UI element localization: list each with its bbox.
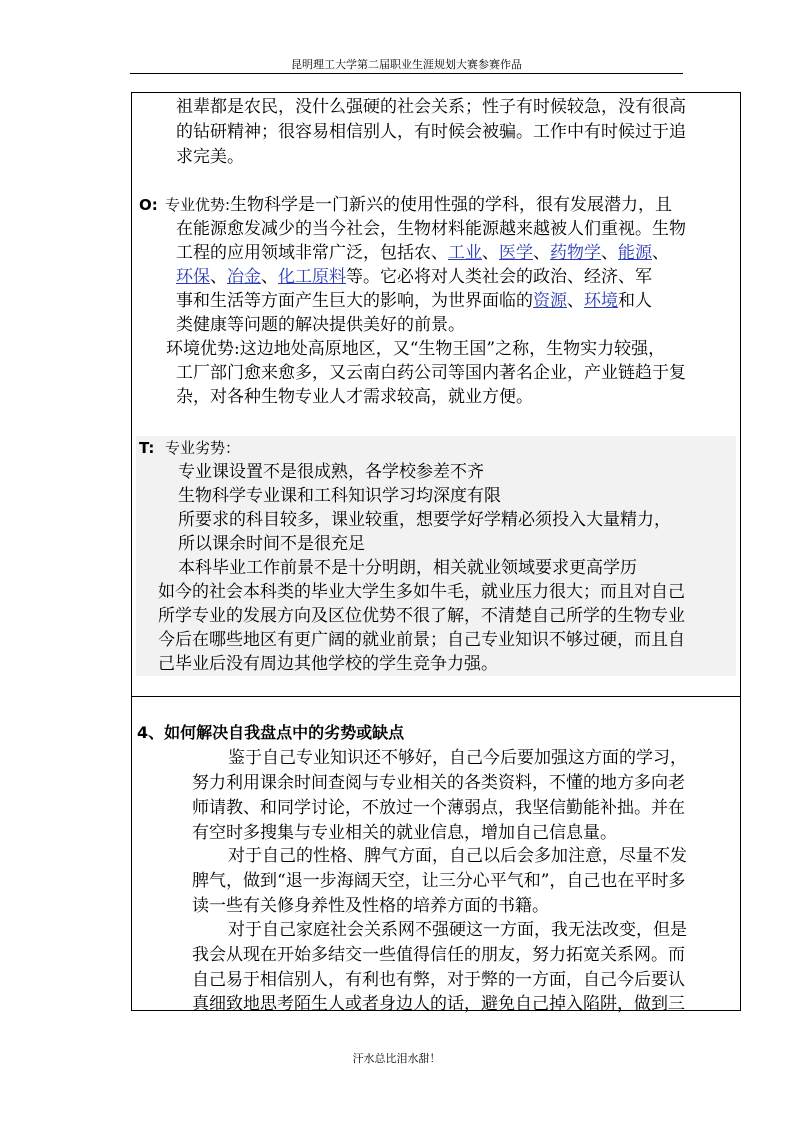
section-4-line-8: 对于自己家庭社会关系网不强硬这一方面，我无法改变，但是 xyxy=(228,920,687,940)
threat-item-4: 本科毕业工作前景不是十分明朗，相关就业领域要求更高学历 xyxy=(178,558,637,578)
section-4-line-9: 我会从现在开始多结交一些值得信任的朋友，努力拓宽关系网。而 xyxy=(192,945,685,965)
section-4-line-4: 有空时多搜集与专业相关的就业信息，增加自己信息量。 xyxy=(192,823,617,843)
threat-label: 专业劣势： xyxy=(165,439,241,457)
opportunity-marker: O: xyxy=(139,196,158,214)
threat-para-line-4: 己毕业后没有周边其他学校的学生竞争力强。 xyxy=(158,654,498,674)
page-header: 昆明理工大学第二届职业生涯规划大赛参赛作品 xyxy=(291,58,522,71)
threat-para-line-3: 今后在哪些地区有更广阔的就业前景；自己专业知识不够过硬，而且自 xyxy=(158,630,685,650)
opportunity-line-2: 在能源愈发减少的当今社会，生物材料能源越来越被人们重视。生物 xyxy=(176,219,686,239)
environment-line-1: 环境优势:这边地处高原地区，又“生物王国”之称，生物实力较强， xyxy=(166,339,666,359)
threat-item-3: 所要求的科目较多，课业较重，想要学好学精必须投入大量精力， xyxy=(178,510,671,530)
link-huagong[interactable]: 化工原料 xyxy=(278,267,346,287)
page-footer: 汗水总比泪水甜！ xyxy=(352,1052,441,1065)
environment-line-3: 杂，对各种生物专业人才需求较高，就业方便。 xyxy=(176,387,533,407)
environment-line-2: 工厂部门愈来愈多，又云南白药公司等国内著名企业，产业链趋于复 xyxy=(176,363,686,383)
section-4-line-3: 师请教、和同学讨论，不放过一个薄弱点，我坚信勤能补拙。并在 xyxy=(192,798,685,818)
opportunity-line-3: 工程的应用领域非常广泛，包括农、工业、医学、药物学、能源、 xyxy=(176,243,669,263)
section-4-line-6: 脾气，做到“退一步海阔天空，让三分心平气和”，自己也在平时多 xyxy=(192,871,686,891)
weakness-line-3: 求完美。 xyxy=(176,147,244,167)
opportunity-line-4: 环保、冶金、化工原料等。它必将对人类社会的政治、经济、军 xyxy=(176,267,652,287)
table-row-divider xyxy=(131,696,741,697)
section-4-line-5: 对于自己的性格、脾气方面，自己以后会多加注意，尽量不发 xyxy=(228,846,687,866)
section-4-line-2: 努力利用课余时间查阅与专业相关的各类资料，不懂的地方多向老 xyxy=(192,773,685,793)
opportunity-line-6: 类健康等问题的解决提供美好的前景。 xyxy=(176,315,465,335)
opportunity-label: 专业优势: xyxy=(165,196,231,214)
opportunity-line-1: 专业优势:生物科学是一门新兴的使用性强的学科，很有发展潜力，且 xyxy=(165,195,673,215)
threat-item-1: 专业课设置不是很成熟，各学校参差不齐 xyxy=(178,462,484,482)
link-yaowuxue[interactable]: 药物学 xyxy=(550,243,601,263)
weakness-line-2: 的钻研精神；很容易相信别人，有时候会被骗。工作中有时候过于追 xyxy=(176,122,686,142)
threat-item-2: 生物科学专业课和工科知识学习均深度有限 xyxy=(178,486,501,506)
opportunity-line-5: 事和生活等方面产生巨大的影响，为世界面临的资源、环境和人 xyxy=(176,291,652,311)
section-4-heading: 4、如何解决自我盘点中的劣势或缺点 xyxy=(137,723,405,742)
threat-para-line-2: 所学专业的发展方向及区位优势不很了解，不清楚自己所学的生物专业 xyxy=(158,606,685,626)
link-huanjing[interactable]: 环境 xyxy=(584,291,618,311)
link-yejin[interactable]: 冶金 xyxy=(227,267,261,287)
header-rule xyxy=(130,73,683,74)
link-ziyuan[interactable]: 资源 xyxy=(533,291,567,311)
link-nengyuan[interactable]: 能源 xyxy=(618,243,652,263)
link-gongye[interactable]: 工业 xyxy=(448,243,482,263)
weakness-line-1: 祖辈都是农民，没什么强硬的社会关系；性子有时候较急，没有很高 xyxy=(176,97,686,117)
section-4-line-10: 自己易于相信别人，有利也有弊，对于弊的一方面，自己今后要认 xyxy=(192,970,685,990)
threat-para-line-1: 如今的社会本科类的毕业大学生多如牛毛，就业压力很大；而且对自己 xyxy=(158,582,685,602)
link-huanbao[interactable]: 环保 xyxy=(176,267,210,287)
threat-marker: T: xyxy=(139,439,155,457)
section-4-line-7: 读一些有关修身养性及性格的培养方面的书籍。 xyxy=(192,896,549,916)
threat-item-3-cont: 所以课余时间不是很充足 xyxy=(178,534,365,554)
section-4-line-1: 鉴于自己专业知识还不够好，自己今后要加强这方面的学习， xyxy=(228,748,687,768)
section-4-line-11: 真细致地思考陌生人或者身边人的话，避免自己掉入陷阱，做到三 xyxy=(192,994,685,1014)
link-yixue[interactable]: 医学 xyxy=(499,243,533,263)
